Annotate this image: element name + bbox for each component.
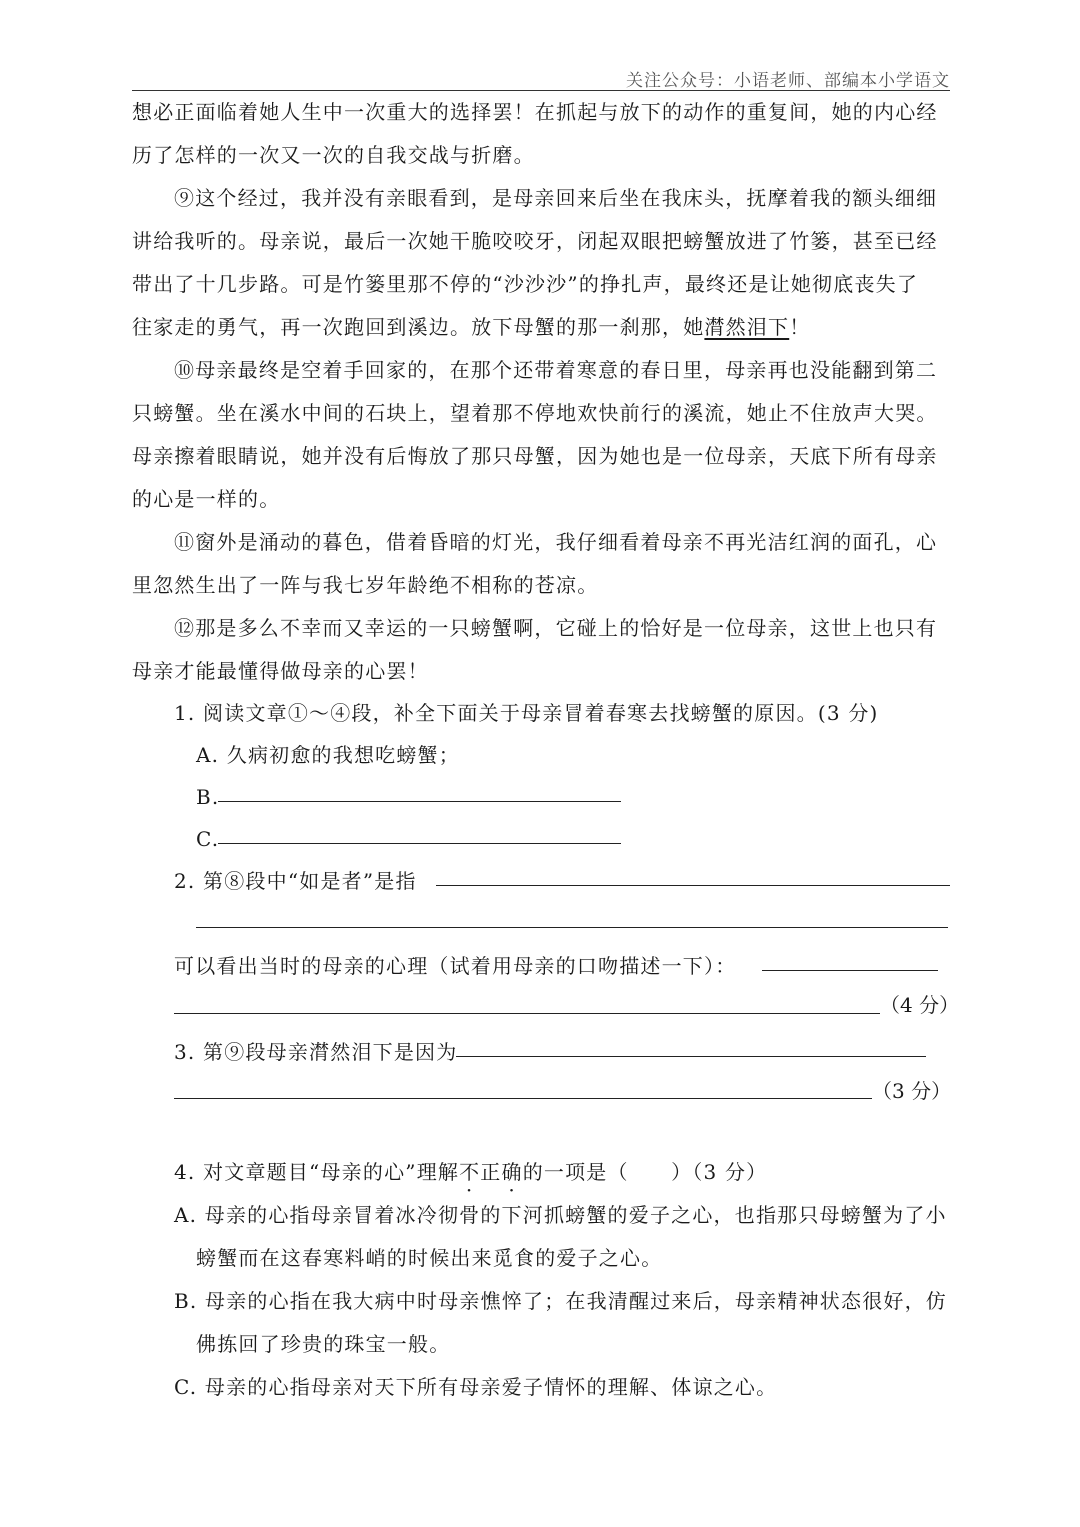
answer-blank[interactable] [436,885,950,886]
passage-line: 想必正面临着她人生中一次重大的选择罢！在抓起与放下的动作的重复间，她的内心经 [132,100,938,124]
underlined-phrase: 潸然泪下 [704,315,790,339]
passage-line: 只螃蟹。坐在溪水中间的石块上，望着那不停地欢快前行的溪流，她止不住放声大哭。 [132,401,938,425]
question-text-part: 的一项是（ ）（3 分） [522,1160,768,1184]
passage-line: ⑩母亲最终是空着手回家的，在那个还带着寒意的春日里，母亲再也没能翻到第二 [174,358,938,382]
question-text [174,1158,992,1186]
passage-line: 母亲擦着眼睛说，她并没有后悔放了那只母蟹，因为她也是一位母亲，天底下所有母亲 [132,444,938,468]
choice-a: A. 母亲的心指母亲冒着冰冷彻骨的下河抓螃蟹的爱子之心，也指那只母螃蟹为了小 [174,1203,947,1227]
passage-line: ⑫那是多么不幸而又幸运的一只螃蟹啊，它碰上的恰好是一位母亲，这世上也只有 [174,616,938,640]
answer-blank[interactable] [174,1013,880,1014]
option-a: A. 久病初愈的我想吃螃蟹； [196,743,460,767]
passage-line: 的心是一样的。 [132,487,281,511]
question-text-part: 4. 对文章题目“母亲的心”理解 [174,1160,460,1184]
header-divider [132,90,950,91]
answer-blank-c[interactable] [218,843,621,844]
answer-blank-b[interactable] [218,801,621,802]
score-label: （3 分） [872,1079,952,1103]
passage-line: ⑨这个经过，我并没有亲眼看到，是母亲回来后坐在我床头，抚摩着我的额头细细 [174,186,938,210]
question-text: 3. 第⑨段母亲潸然泪下是因为 [174,1040,458,1064]
emphasis-char: 确 [501,1160,523,1184]
passage-text: 往家走的勇气，再一次跑回到溪边。放下母蟹的那一刹那，她 [132,315,705,339]
answer-blank[interactable] [456,1056,926,1057]
choice-b-cont: 佛拣回了珍贵的珠宝一般。 [196,1332,451,1356]
question-subtext: 可以看出当时的母亲的心理（试着用母亲的口吻描述一下）： [174,954,737,978]
option-b-label: B. [196,785,220,809]
answer-blank[interactable] [762,970,938,971]
option-c-label: C. [196,827,220,851]
question-text-part: 正 [480,1160,502,1184]
passage-line [132,313,950,341]
passage-line: 历了怎样的一次又一次的自我交战与折磨。 [132,143,535,167]
choice-b: B. 母亲的心指在我大病中时母亲憔悴了；在我清醒过来后，母亲精神状态很好，仿 [174,1289,948,1313]
question-text: 2. 第⑧段中“如是者”是指 [174,869,417,893]
emphasis-char: 不 [459,1160,481,1184]
choice-c: C. 母亲的心指母亲对天下所有母亲爱子情怀的理解、体谅之心。 [174,1375,778,1399]
choice-a-cont: 螃蟹而在这春寒料峭的时候出来觅食的爱子之心。 [196,1246,663,1270]
passage-line: 带出了十几步路。可是竹篓里那不停的“沙沙沙”的挣扎声，最终还是让她彻底丧失了 [132,272,919,296]
passage-line: 里忽然生出了一阵与我七岁年龄绝不相称的苍凉。 [132,573,599,597]
score-label: （4 分） [880,993,960,1017]
passage-text: ！ [789,315,811,339]
passage-line: 讲给我听的。母亲说，最后一次她干脆咬咬牙，闭起双眼把螃蟹放进了竹篓，甚至已经 [132,229,938,253]
passage-line: ⑪窗外是涌动的暮色，借着昏暗的灯光，我仔细看着母亲不再光洁红润的面孔，心 [174,530,938,554]
header-source-text: 关注公众号：小语老师、部编本小学语文 [626,71,950,91]
question-text: 1. 阅读文章①～④段，补全下面关于母亲冒着春寒去找螃蟹的原因。(3 分) [174,701,879,725]
answer-blank[interactable] [174,1098,872,1099]
passage-line: 母亲才能最懂得做母亲的心罢！ [132,659,429,683]
answer-blank[interactable] [196,927,948,928]
